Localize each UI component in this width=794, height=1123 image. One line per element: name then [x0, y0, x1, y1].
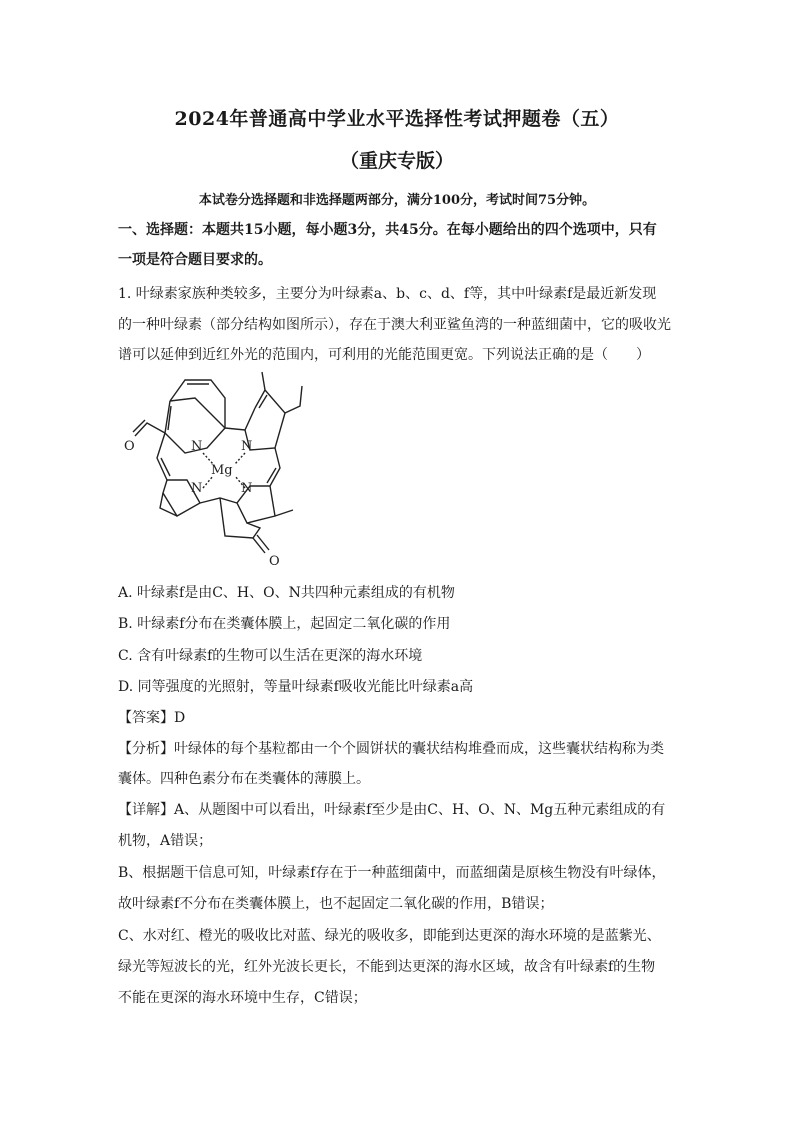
section-heading-line2: 一项是符合题目要求的。 — [118, 252, 272, 268]
detail-line-6: 绿光等短波长的光，红外光波长更长，不能到达更深的海水区域，故含有叶绿素f的生物 — [118, 959, 656, 975]
question-line-3: 谱可以延伸到近红外光的范围内，可利用的光能范围更宽。下列说法正确的是（ ） — [118, 347, 650, 363]
atom-label-n: N — [191, 481, 203, 496]
bond — [225, 408, 255, 430]
bond — [253, 538, 265, 553]
bond — [170, 398, 225, 428]
option-d: D. 同等强度的光照射，等量叶绿素f吸收光能比叶绿素a高 — [118, 679, 474, 695]
bond — [275, 510, 293, 516]
bond — [262, 372, 265, 390]
atom-label-n: N — [191, 439, 203, 454]
bond — [257, 535, 269, 550]
atom-label-o: O — [269, 554, 280, 569]
bond — [259, 395, 267, 408]
detail-line-1: 【详解】A、从题图中可以看出，叶绿素f至少是由C、H、O、N、Mg五种元素组成的有 — [118, 802, 666, 818]
bond — [267, 468, 276, 483]
atom-label-n: N — [241, 439, 253, 454]
question-line-2: 的一种叶绿素（部分结构如图所示），存在于澳大利亚鲨鱼湾的一种蓝细菌中，它的吸收光 — [118, 317, 671, 333]
analysis-line-1: 【分析】叶绿体的每个基粒都由一个个圆饼状的囊状结构堆叠而成，这些囊状结构称为类 — [118, 741, 664, 757]
bond — [220, 498, 260, 538]
detail-line-4: 故叶绿素f不分布在类囊体膜上，也不起固定二氧化碳的作用，B错误； — [118, 896, 554, 912]
chlorophyll-f-structure-diagram — [115, 368, 315, 573]
bond — [200, 498, 237, 503]
detail-line-2: 机物，A错误； — [118, 833, 213, 849]
bond — [285, 386, 302, 413]
coordination-bond — [235, 453, 245, 464]
atom-label-o: O — [124, 439, 135, 454]
bond — [133, 420, 145, 432]
page-title: 2024年普通高中学业水平选择性考试押题卷（五） — [174, 108, 620, 130]
atom-label-n: N — [241, 481, 253, 496]
detail-line-5: C、水对红、橙光的吸收比对蓝、绿光的吸收多，即能到达更深的海水环境的是蓝紫光、 — [118, 928, 661, 944]
exam-intro: 本试卷分选择题和非选择题两部分，满分100分，考试时间75分钟。 — [198, 193, 596, 208]
atom-label-mg: Mg — [211, 463, 233, 478]
bond — [161, 458, 170, 476]
bond — [170, 380, 225, 428]
bond — [157, 433, 167, 480]
page-subtitle: （重庆专版） — [339, 150, 454, 172]
option-a: A. 叶绿素f是由C、H、O、N共四种元素组成的有机物 — [118, 585, 455, 601]
option-c: C. 含有叶绿素f的生物可以生活在更深的海水环境 — [118, 648, 423, 664]
analysis-line-2: 囊体。四种色素分布在类囊体的薄膜上。 — [118, 771, 370, 787]
detail-line-7: 不能在更深的海水环境中生存，C错误； — [118, 990, 367, 1006]
bond — [270, 448, 280, 486]
option-b: B. 叶绿素f分布在类囊体膜上，起固定二氧化碳的作用 — [118, 616, 451, 632]
detail-line-3: B、根据题干信息可知，叶绿素f存在于一种蓝细菌中，而蓝细菌是原核生物没有叶绿体， — [118, 865, 666, 881]
question-line-1: 1. 叶绿素家族种类较多，主要分为叶绿素a、b、c、d、f等，其中叶绿素f是最近新发现 — [118, 286, 657, 302]
section-heading-line1: 一、选择题：本题共15小题，每小题3分，共45分。在每小题给出的四个选项中，只有 — [118, 222, 657, 238]
answer-line: 【答案】D — [118, 710, 186, 726]
